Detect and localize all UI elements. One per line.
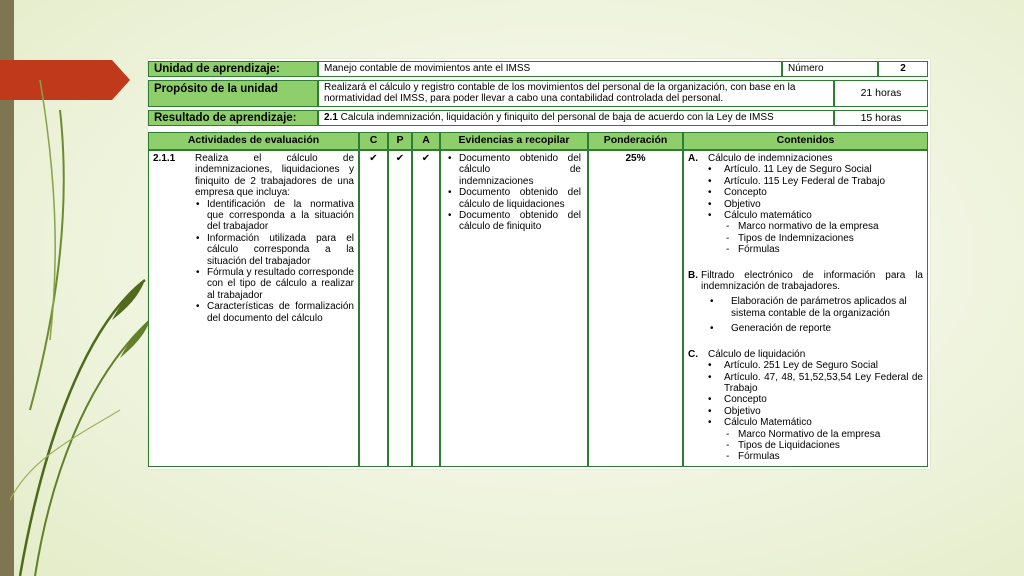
list-item: • Concepto — [688, 187, 923, 198]
col-p: P — [388, 132, 412, 150]
list-item: • Artículo. 251 Ley de Seguro Social — [688, 360, 923, 371]
activity-number: 2.1.1 — [153, 153, 176, 164]
numero-value: 2 — [878, 61, 928, 77]
proposito-label: Propósito de la unidad — [148, 80, 318, 107]
section-a-letter: A. — [688, 153, 698, 164]
list-item: • Artículo. 11 Ley de Seguro Social — [688, 164, 923, 175]
evidencias-cell — [440, 150, 588, 467]
numero-label: Número — [782, 61, 878, 77]
list-item: • Documento obtenido del cálculo de liquidaciones — [459, 187, 581, 210]
list-item: • Concepto — [688, 394, 923, 405]
col-c: C — [359, 132, 388, 150]
unidad-row — [148, 61, 928, 77]
resultado-text: Calcula indemnización, liquidación y finiquito del personal de baja de acuerdo con la Ley de IMSS — [337, 112, 774, 123]
resultado-horas: 15 horas — [834, 110, 928, 126]
list-item: • Documento obtenido del cálculo de indemnizaciones — [459, 153, 581, 187]
unidad-value: Manejo contable de movimientos ante el IMSS — [318, 61, 782, 77]
list-item: • Información utilizada para el cálculo corresponda a la situación del trabajador — [207, 233, 354, 267]
section-b-title: Filtrado electrónico de información para la indemnización de trabajadores. — [701, 269, 923, 293]
list-item: • Artículo. 47, 48, 51,52,53,54 Ley Federal de Trabajo — [688, 372, 923, 395]
list-item: - Tipos de Liquidaciones — [688, 440, 923, 451]
list-item: - Fórmulas — [688, 244, 923, 255]
resultado-value — [318, 110, 834, 126]
list-item: • Cálculo matemático — [688, 210, 923, 221]
check-c-cell — [359, 150, 388, 467]
list-item: • Cálculo Matemático — [688, 417, 923, 428]
activity-text: Realiza el cálculo de indemnizaciones, liquidaciones y finiquito de 2 trabajadores de una empresa que incluya: — [195, 153, 354, 199]
check-icon: ✔ — [369, 153, 378, 164]
resultado-row — [148, 110, 928, 126]
decorative-leaves — [0, 80, 170, 576]
list-item: • Artículo. 115 Ley Federal de Trabajo — [688, 176, 923, 187]
section-b-letter: B. — [688, 269, 698, 281]
proposito-value: Realizará el cálculo y registro contable de los movimientos del personal de la organización, con base en la normatividad del IMSS, para poder llevar a cabo una contabilidad controlada del personal. — [318, 80, 834, 107]
col-contenidos: Contenidos — [683, 132, 928, 150]
list-item: • Fórmula y resultado corresponde con el tipo de cálculo a realizar al trabajador — [207, 267, 354, 301]
section-a-title: Cálculo de indemnizaciones — [708, 153, 833, 164]
check-icon: ✔ — [395, 153, 405, 164]
contenidos-cell — [683, 150, 928, 467]
col-evidencias: Evidencias a recopilar — [440, 132, 588, 150]
check-p-cell — [388, 150, 412, 467]
actividades-cell — [148, 150, 359, 467]
proposito-horas: 21 horas — [834, 80, 928, 107]
list-item: • Características de formalización del documento del cálculo — [207, 301, 354, 324]
list-item: • Objetivo — [688, 406, 923, 417]
list-item: • Objetivo — [688, 199, 923, 210]
col-ponderacion: Ponderación — [588, 132, 683, 150]
list-item: - Fórmulas — [688, 451, 923, 462]
list-item: - Tipos de Indemnizaciones — [688, 233, 923, 244]
check-icon: ✔ — [421, 153, 431, 164]
evidencias-list — [459, 153, 581, 233]
list-item: • Documento obtenido del cálculo de finiquito — [459, 210, 581, 233]
resultado-label: Resultado de aprendizaje: — [148, 110, 318, 126]
list-item: • Generación de reporte — [688, 323, 923, 334]
unidad-label: Unidad de aprendizaje: — [148, 61, 318, 77]
list-item: • Identificación de la normativa que corresponda a la situación del trabajador — [207, 199, 354, 233]
col-a: A — [412, 132, 440, 150]
evaluation-table — [148, 132, 928, 469]
competency-sheet — [148, 59, 930, 469]
section-c-title: Cálculo de liquidación — [708, 348, 806, 360]
list-item: - Marco Normativo de la empresa — [688, 429, 923, 440]
proposito-row — [148, 80, 928, 107]
activity-criteria-list — [195, 199, 354, 324]
section-c-letter: C. — [688, 348, 698, 360]
list-item: • Elaboración de parámetros aplicados al sistema contable de la organización — [688, 296, 923, 319]
list-item: - Marco normativo de la empresa — [688, 221, 923, 232]
col-actividades: Actividades de evaluación — [148, 132, 359, 150]
ponderacion-value: 25% — [588, 150, 683, 467]
check-a-cell — [412, 150, 440, 467]
resultado-num: 2.1 — [324, 112, 338, 123]
